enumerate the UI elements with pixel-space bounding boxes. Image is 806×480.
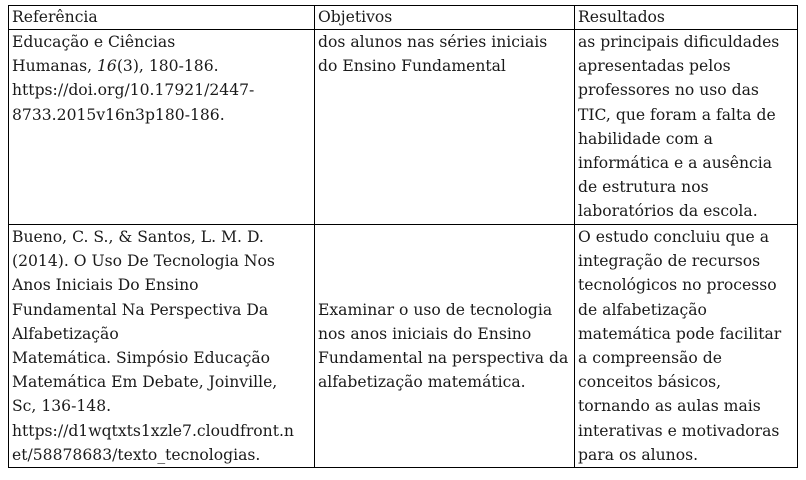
- reference-journal-name: Humanas,: [12, 57, 97, 76]
- reference-journal-line: Educação e Ciências: [12, 33, 176, 51]
- document-page: [8, 5, 797, 479]
- objective-text: dos alunos nas séries iniciais do Ensino Fundamental: [318, 33, 548, 76]
- table-row: [9, 225, 798, 468]
- reference-issue-pages: (3), 180-186.: [116, 57, 219, 76]
- reference-line: Matemática Em Debate, Joinville,: [12, 373, 278, 392]
- header-resultados: Resultados: [575, 6, 798, 30]
- reference-doi-link-continued[interactable]: 8733.2015v16n3p180-186.: [12, 105, 225, 124]
- reference-volume: 16: [96, 57, 117, 76]
- reference-volume-line: [12, 54, 311, 78]
- reference-url-link-continued[interactable]: et/58878683/texto_tecnologias.: [12, 445, 261, 464]
- objective-cell: [315, 225, 575, 468]
- result-cell: [575, 30, 798, 225]
- reference-line: Alfabetização: [12, 324, 119, 343]
- reference-line: Fundamental Na Perspectiva Da: [12, 300, 269, 319]
- header-objetivos: Objetivos: [315, 6, 575, 30]
- reference-url-link[interactable]: https://d1wqtxts1xzle7.cloudfront.n: [12, 421, 294, 440]
- reference-line: Matemática. Simpósio Educação: [12, 349, 271, 368]
- reference-line: Bueno, C. S., & Santos, L. M. D.: [12, 228, 264, 246]
- reference-line: Anos Iniciais Do Ensino: [12, 276, 199, 295]
- reference-line: (2014). O Uso De Tecnologia Nos: [12, 252, 275, 271]
- result-text: as principais dificuldades apresentadas pelos professores no uso das TIC, que foram a falta de habilidade com a informática e a ausência de estrutura nos laboratórios da escola.: [578, 33, 780, 221]
- reference-cell: [9, 30, 315, 225]
- result-text: O estudo concluiu que a integração de recursos tecnológicos no processo de alfabetização matemática pode facilitar a compreensão de conceitos básicos, tornando as aulas mais interativas e motivadoras para os alunos.: [578, 228, 782, 464]
- header-referencia: Referência: [9, 6, 315, 30]
- table-header-row: [9, 6, 798, 30]
- result-cell: [575, 225, 798, 468]
- table-row: [9, 30, 798, 225]
- literature-review-table: [8, 5, 798, 468]
- reference-cell: [9, 225, 315, 468]
- reference-line: Sc, 136-148.: [12, 397, 112, 416]
- objective-text: Examinar o uso de tecnologia nos anos iniciais do Ensino Fundamental na perspectiva da alfabetização matemática.: [318, 300, 569, 392]
- objective-cell: [315, 30, 575, 225]
- reference-doi-link[interactable]: https://doi.org/10.17921/2447-: [12, 81, 255, 100]
